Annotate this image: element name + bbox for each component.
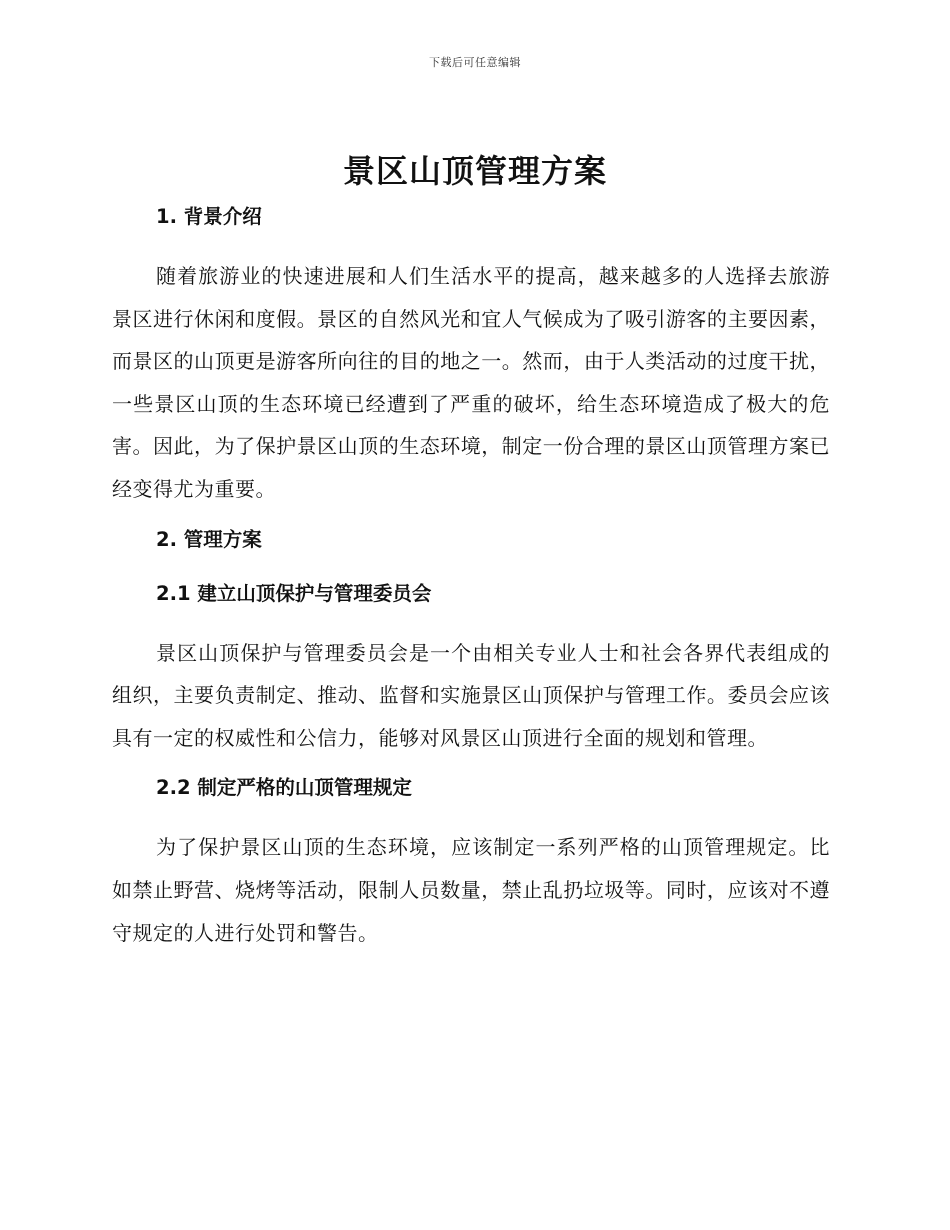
section-heading-plan: 2. 管理方案 (156, 527, 262, 551)
subsection-heading-committee: 2.1 建立山顶保护与管理委员会 (156, 581, 432, 605)
header-note: 下载后可任意编辑 (429, 56, 521, 69)
paragraph-rules: 为了保护景区山顶的生态环境，应该制定一系列严格的山顶管理规定。比如禁止野营、烧烤等活动，限制人员数量，禁止乱扔垃圾等。同时，应该对不遵守规定的人进行处罚和警告。 (112, 835, 830, 945)
document-body (112, 202, 830, 954)
paragraph-committee: 景区山顶保护与管理委员会是一个由相关专业人士和社会各界代表组成的组织，主要负责制定、推动、监督和实施景区山顶保护与管理工作。委员会应该具有一定的权威性和公信力，能够对风景区山顶进行全面的规划和管理。 (112, 640, 830, 750)
section-heading-background: 1. 背景介绍 (156, 205, 262, 228)
document-title: 景区山顶管理方案 (342, 152, 607, 190)
subsection-heading-rules: 2.2 制定严格的山顶管理规定 (156, 776, 412, 800)
paragraph-background: 随着旅游业的快速进展和人们生活水平的提高，越来越多的人选择去旅游景区进行休闲和度假。景区的自然风光和宜人气候成为了吸引游客的主要因素，而景区的山顶更是游客所向往的目的地之一。然而，由于人类活动的过度干扰，一些景区山顶的生态环境已经遭到了严重的破坏，给生态环境造成了极大的危害。因此，为了保护景区山顶的生态环境，制定一份合理的景区山顶管理方案已经变得尤为重要。 (112, 264, 830, 501)
